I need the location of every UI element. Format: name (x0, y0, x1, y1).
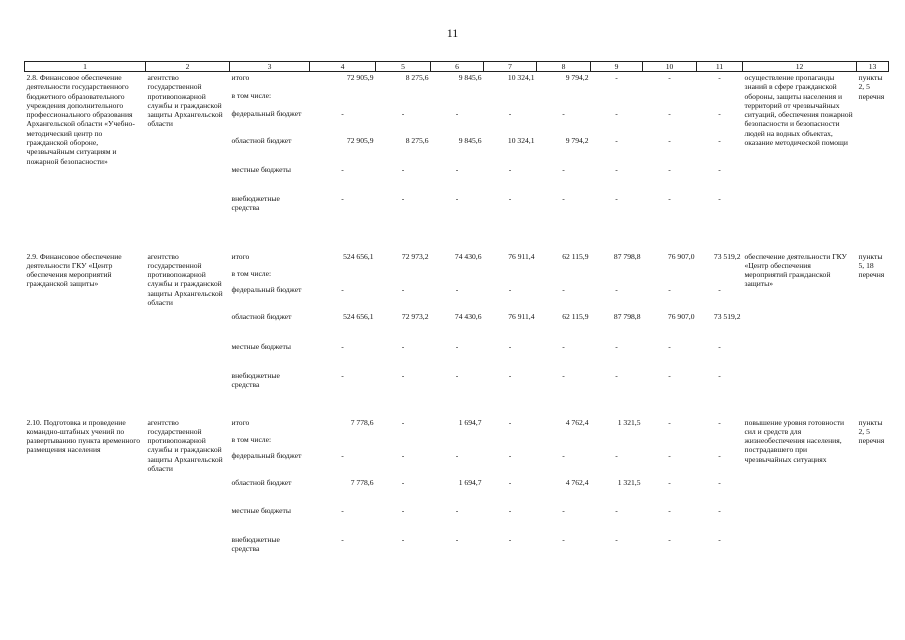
value-cell: 74 430,6 (454, 311, 482, 321)
value-cell: - (341, 505, 344, 515)
value-cell: - (401, 534, 405, 544)
source-label: итого (231, 73, 250, 82)
value-cell: - (718, 534, 721, 544)
value-cell: - (401, 477, 405, 487)
value-cell: - (455, 370, 459, 380)
value-cell: - (455, 450, 459, 460)
value-cell: - (718, 341, 721, 351)
value-cell: 73 519,2 (713, 251, 741, 261)
value-cell: - (401, 370, 405, 380)
value-cell: - (562, 164, 565, 174)
value-cell: 9 794,2 (565, 73, 589, 82)
value-cell: - (668, 164, 671, 174)
measure-executor: агентство государственной противопожарной службы и гражданской защиты Архангельской области (147, 73, 223, 129)
value-cell: 1 694,7 (458, 477, 482, 487)
value-cell: - (668, 370, 671, 380)
value-cell: 10 324,1 (507, 135, 535, 145)
value-cell: - (455, 164, 459, 174)
measure-block (25, 251, 889, 417)
value-cell: - (718, 284, 721, 294)
total-row (25, 251, 889, 269)
measure-executor: агентство государственной противопожарной службы и гражданской защиты Архангельской области (147, 417, 223, 473)
value-cell: - (615, 193, 618, 203)
source-label: в том числе: (231, 268, 272, 278)
value-cell: - (508, 284, 512, 294)
value-cell: - (718, 164, 721, 174)
value-cell: 62 115,9 (562, 311, 589, 321)
value-cell: - (718, 108, 721, 118)
value-cell: - (455, 193, 459, 203)
value-cell: - (562, 108, 565, 118)
measure-link: пункты 2, 5 перечня (858, 417, 885, 446)
measure-result: повышение уровня готовности сил и средств для жизнеобеспечения населения, пострадавшего при чрезвычайных ситуациях (744, 417, 845, 464)
source-label: местные бюджеты (231, 341, 291, 351)
value-cell: 7 778,6 (350, 477, 374, 487)
page-number: 11 (446, 26, 459, 40)
value-cell: - (615, 450, 618, 460)
value-cell: - (455, 108, 459, 118)
value-cell: 9 845,6 (458, 135, 482, 145)
value-cell: 72 973,2 (401, 251, 429, 261)
value-cell: 76 911,4 (508, 251, 535, 261)
source-label: областной бюджет (231, 135, 292, 145)
source-label: итого (231, 417, 250, 427)
value-cell: - (718, 193, 721, 203)
value-cell: - (508, 534, 512, 544)
value-cell: 74 430,6 (454, 251, 482, 261)
value-cell: 1 321,5 (617, 417, 641, 427)
value-cell: - (341, 108, 344, 118)
value-cell: - (668, 477, 671, 487)
value-cell: - (668, 417, 671, 427)
value-cell: 524 656,1 (343, 311, 374, 321)
value-cell: - (401, 164, 405, 174)
measure-result: обеспечение деятельности ГКУ «Центр обеспечения мероприятий гражданской защиты» (744, 251, 847, 289)
value-cell: - (508, 477, 512, 487)
source-label: федеральный бюджет (231, 284, 302, 294)
measure-name: 2.10. Подготовка и проведение командно-штабных учений по развертыванию пункта временного размещения населения (26, 417, 141, 455)
measure-block (25, 72, 889, 251)
value-cell: - (341, 370, 344, 380)
value-cell: 9 794,2 (565, 135, 589, 145)
measure-name: 2.8. Финансовое обеспечение деятельности государственного бюджетного образовательного учреждения дополнительного профессионального образования Архангельской области «Учебно-методический центр по гражданской обороне, чрезвычайным ситуациям и пожарной безопасности» (26, 73, 135, 166)
value-cell: 8 275,6 (405, 135, 429, 145)
col-number: 5 (376, 62, 431, 72)
value-cell: - (668, 193, 671, 203)
col-number: 13 (857, 62, 889, 72)
source-label: внебюджетные средства (231, 193, 280, 212)
value-cell: - (615, 534, 618, 544)
value-cell: - (401, 193, 405, 203)
source-label: федеральный бюджет (231, 450, 302, 460)
measure-link: пункты 2, 5 перечня (858, 73, 885, 101)
measure-result: осуществление пропаганды знаний в сфере гражданской обороны, защиты населения и территорий от чрезвычайных ситуаций, обеспечения пожарной безопасности и безопасности людей на водных объектах, оказание методической помощи (744, 73, 853, 148)
value-cell: - (668, 73, 671, 82)
measure-executor: агентство государственной противопожарной службы и гражданской защиты Архангельской области (147, 251, 223, 307)
total-row (25, 417, 889, 435)
column-number-row (25, 62, 889, 72)
value-cell: - (401, 450, 405, 460)
value-cell: 62 115,9 (562, 251, 589, 261)
measure-block (25, 417, 889, 559)
value-cell: - (615, 108, 618, 118)
value-cell: 72 973,2 (401, 311, 429, 321)
col-number: 10 (643, 62, 697, 72)
value-cell: - (718, 135, 721, 145)
value-cell: 76 907,0 (667, 251, 695, 261)
value-cell: - (508, 108, 512, 118)
value-cell: - (668, 450, 671, 460)
value-cell: - (341, 341, 344, 351)
value-cell: - (615, 164, 618, 174)
program-measures-table (24, 61, 889, 559)
value-cell: - (455, 534, 459, 544)
value-cell: - (401, 108, 405, 118)
col-number: 7 (484, 62, 537, 72)
col-number: 1 (25, 62, 146, 72)
value-cell: 72 905,9 (346, 73, 374, 82)
value-cell: - (615, 135, 618, 145)
value-cell: 7 778,6 (350, 417, 374, 427)
value-cell: - (615, 73, 618, 82)
source-label: в том числе: (231, 90, 272, 100)
source-label: местные бюджеты (231, 164, 291, 174)
value-cell: - (562, 534, 565, 544)
value-cell: - (508, 341, 512, 351)
value-cell: 73 519,2 (713, 311, 741, 321)
source-label: федеральный бюджет (231, 108, 302, 118)
value-cell: - (401, 417, 405, 427)
value-cell: - (341, 450, 344, 460)
value-cell: - (508, 417, 512, 427)
value-cell: 87 798,8 (613, 311, 641, 321)
value-cell: - (718, 73, 721, 82)
value-cell: 4 762,4 (565, 417, 589, 427)
value-cell: - (615, 284, 618, 294)
value-cell: - (508, 193, 512, 203)
total-row (25, 72, 889, 91)
value-cell: - (615, 341, 618, 351)
value-cell: 1 321,5 (617, 477, 641, 487)
value-cell: - (401, 284, 405, 294)
col-number: 2 (146, 62, 230, 72)
value-cell: - (668, 341, 671, 351)
value-cell: - (615, 370, 618, 380)
value-cell: - (718, 477, 721, 487)
col-number: 11 (697, 62, 743, 72)
value-cell: 10 324,1 (507, 73, 535, 82)
measure-link: пункты 5, 18 перечня (858, 251, 885, 280)
value-cell: - (668, 284, 671, 294)
value-cell: - (508, 370, 512, 380)
value-cell: - (718, 505, 721, 515)
value-cell: - (562, 193, 565, 203)
source-label: областной бюджет (231, 311, 292, 321)
value-cell: - (455, 284, 459, 294)
source-label: итого (231, 251, 250, 261)
value-cell: 9 845,6 (458, 73, 482, 82)
source-label: областной бюджет (231, 477, 292, 487)
value-cell: - (718, 450, 721, 460)
value-cell: - (455, 505, 459, 515)
value-cell: 524 656,1 (343, 251, 374, 261)
source-label: внебюджетные средства (231, 370, 280, 389)
value-cell: - (668, 505, 671, 515)
col-number: 3 (230, 62, 310, 72)
value-cell: 76 907,0 (667, 311, 695, 321)
value-cell: - (341, 193, 344, 203)
value-cell: - (668, 108, 671, 118)
value-cell: 8 275,6 (405, 73, 429, 82)
value-cell: - (668, 135, 671, 145)
col-number: 12 (743, 62, 857, 72)
value-cell: - (401, 505, 405, 515)
value-cell: - (562, 284, 565, 294)
value-cell: 4 762,4 (565, 477, 589, 487)
value-cell: - (718, 370, 721, 380)
value-cell: - (562, 450, 565, 460)
value-cell: - (615, 505, 618, 515)
value-cell: - (508, 505, 512, 515)
col-number: 9 (591, 62, 643, 72)
value-cell: - (341, 284, 344, 294)
value-cell: - (341, 534, 344, 544)
value-cell: - (508, 164, 512, 174)
value-cell: 72 905,9 (346, 135, 374, 145)
value-cell: - (562, 370, 565, 380)
source-label: местные бюджеты (231, 505, 291, 515)
col-number: 8 (537, 62, 591, 72)
value-cell: - (562, 341, 565, 351)
value-cell: - (401, 341, 405, 351)
value-cell: 1 694,7 (458, 417, 482, 427)
value-cell: - (508, 450, 512, 460)
value-cell: - (341, 164, 344, 174)
source-label: в том числе: (231, 434, 272, 444)
value-cell: - (562, 505, 565, 515)
value-cell: 87 798,8 (613, 251, 641, 261)
measure-name: 2.9. Финансовое обеспечение деятельности ГКУ «Центр обеспечения мероприятий гражданской защиты» (26, 251, 122, 289)
value-cell: - (668, 534, 671, 544)
value-cell: 76 911,4 (508, 311, 535, 321)
col-number: 6 (431, 62, 484, 72)
col-number: 4 (310, 62, 376, 72)
value-cell: - (718, 417, 721, 427)
value-cell: - (455, 341, 459, 351)
source-label: внебюджетные средства (231, 534, 280, 553)
